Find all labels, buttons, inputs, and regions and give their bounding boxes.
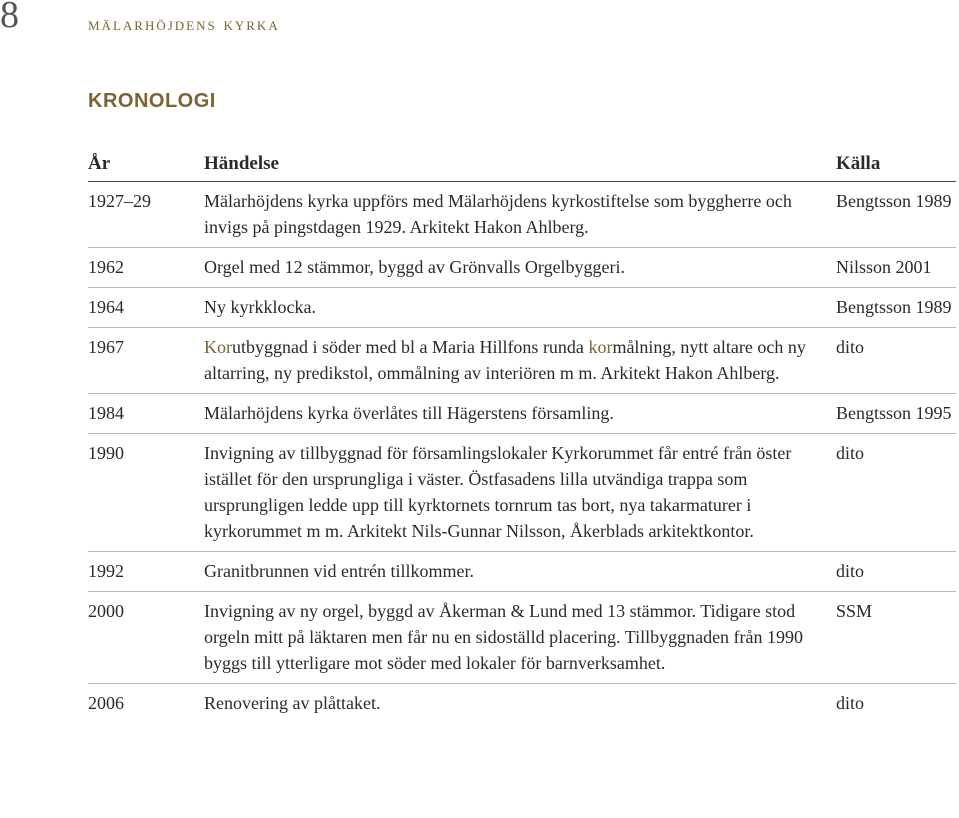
cell-year: 1992	[88, 552, 204, 592]
table-row	[88, 552, 956, 592]
column-header-year: År	[88, 150, 204, 182]
page-number: 8	[0, 0, 19, 36]
cell-event: Invigning av ny orgel, byggd av Åkerman & Lund med 13 stämmor. Tidigare stod orgeln mitt på läktaren men får nu en sidoställd placering. Tillbyggnaden från 1990 byggs till ytterligare mot söder med lokaler för barnverksamhet.	[204, 592, 836, 684]
cell-year: 1964	[88, 288, 204, 328]
cell-event: Ny kyrkklocka.	[204, 288, 836, 328]
table-row	[88, 434, 956, 552]
table-row	[88, 592, 956, 684]
cell-source: SSM	[836, 592, 956, 684]
cell-source: dito	[836, 552, 956, 592]
cell-source: Bengtsson 1989	[836, 288, 956, 328]
cell-source: dito	[836, 328, 956, 394]
cell-event: Mälarhöjdens kyrka överlåtes till Hägerstens församling.	[204, 394, 836, 434]
chronology-table	[88, 150, 956, 723]
table-row	[88, 182, 956, 248]
cell-source: Nilsson 2001	[836, 248, 956, 288]
cell-year: 2000	[88, 592, 204, 684]
highlighted-word: Kor	[204, 337, 232, 357]
table-header-row	[88, 150, 956, 182]
table-row	[88, 684, 956, 724]
table-row	[88, 394, 956, 434]
cell-event: Orgel med 12 stämmor, byggd av Grönvalls Orgelbyggeri.	[204, 248, 836, 288]
cell-event: Granitbrunnen vid entrén tillkommer.	[204, 552, 836, 592]
cell-year: 1962	[88, 248, 204, 288]
table-row	[88, 328, 956, 394]
running-head: mälarhöjdens kyrka	[88, 14, 280, 35]
column-header-event: Händelse	[204, 150, 836, 182]
column-header-source: Källa	[836, 150, 956, 182]
cell-source: dito	[836, 434, 956, 552]
table-row	[88, 288, 956, 328]
event-text-part: utbyggnad i söder med bl a Maria Hillfons runda	[232, 337, 589, 357]
cell-event: Invigning av tillbyggnad för församlingslokaler Kyrkorummet får entré från öster istället för den ursprungliga i väster. Östfasadens lilla utvändiga trappa som ursprungligen ledde upp till kyrktornets tornrum tas bort, nya takarmaturer i kyrkorummet m m. Arkitekt Nils-Gunnar Nilsson, Åkerblads arkitektkontor.	[204, 434, 836, 552]
highlighted-word: kor	[588, 337, 613, 357]
event-text-part: målning, nytt altare och ny altarring, ny predikstol, ommålning av interiören m m. Arkitekt Hakon Ahlberg.	[204, 337, 806, 383]
cell-event: Renovering av plåttaket.	[204, 693, 381, 713]
cell-source: dito	[836, 693, 865, 713]
table-row	[88, 248, 956, 288]
cell-source: Bengtsson 1995	[836, 394, 956, 434]
section-title: KRONOLOGI	[88, 90, 216, 112]
cell-source: Bengtsson 1989	[836, 182, 956, 248]
cell-year: 1967	[88, 328, 204, 394]
cell-year: 1984	[88, 394, 204, 434]
cell-year: 1927–29	[88, 182, 204, 248]
cell-year: 1990	[88, 434, 204, 552]
cell-event: Mälarhöjdens kyrka uppförs med Mälarhöjdens kyrkostiftelse som byggherre och invigs på pingstdagen 1929. Arkitekt Hakon Ahlberg.	[204, 182, 836, 248]
cell-year: 2006	[88, 693, 124, 713]
cell-event	[204, 328, 836, 394]
